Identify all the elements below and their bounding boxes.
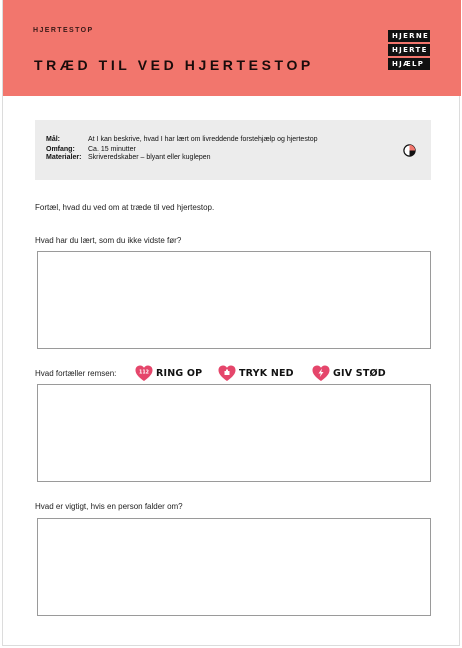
- page-header: [3, 0, 461, 96]
- scope-value: Ca. 15 minutter: [88, 146, 136, 153]
- logo-line-1: HJERNE: [388, 30, 430, 42]
- info-materials: [46, 154, 211, 161]
- badge-glyph: 112: [138, 370, 150, 376]
- question-1-label: Hvad har du lært, som du ikke vidste før?: [35, 236, 182, 245]
- heart-phone-icon: [135, 365, 153, 382]
- answer-box-3[interactable]: [37, 518, 431, 616]
- worksheet-page: [2, 0, 460, 646]
- materials-value: Skriveredskaber – blyant eller kuglepen: [88, 154, 211, 161]
- badge-label: RING OP: [156, 368, 203, 379]
- info-box: [35, 120, 431, 180]
- badge-giv-stod: [312, 365, 386, 382]
- badge-ring-op: [135, 365, 202, 382]
- badge-tryk-ned: [218, 365, 294, 382]
- question-3-label: Hvad er vigtigt, hvis en person falder om?: [35, 502, 183, 511]
- brand-logo: [388, 30, 430, 72]
- header-eyebrow: HJERTESTOP: [33, 27, 94, 34]
- info-goal: [46, 136, 318, 143]
- heart-hand-icon: [218, 365, 236, 382]
- question-2-label: Hvad fortæller remsen:: [35, 369, 117, 378]
- logo-line-2: HJERTE: [388, 44, 430, 56]
- clock-icon: [403, 144, 416, 157]
- goal-label: Mål:: [46, 136, 60, 143]
- badge-label: GIV STØD: [333, 368, 386, 379]
- answer-box-2[interactable]: [37, 384, 431, 482]
- badge-label: TRYK NED: [239, 368, 294, 379]
- info-scope: [46, 146, 136, 153]
- intro-text: Fortæl, hvad du ved om at træde til ved hjertestop.: [35, 203, 215, 212]
- answer-box-1[interactable]: [37, 251, 431, 349]
- scope-label: Omfang:: [46, 146, 75, 153]
- heart-bolt-icon: [312, 365, 330, 382]
- goal-value: At I kan beskrive, hvad I har lært om livreddende forstehjælp og hjertestop: [88, 136, 318, 143]
- materials-label: Materialer:: [46, 154, 82, 161]
- logo-line-3: HJÆLP: [388, 58, 430, 70]
- page-title: TRÆD TIL VED HJERTESTOP: [34, 57, 314, 73]
